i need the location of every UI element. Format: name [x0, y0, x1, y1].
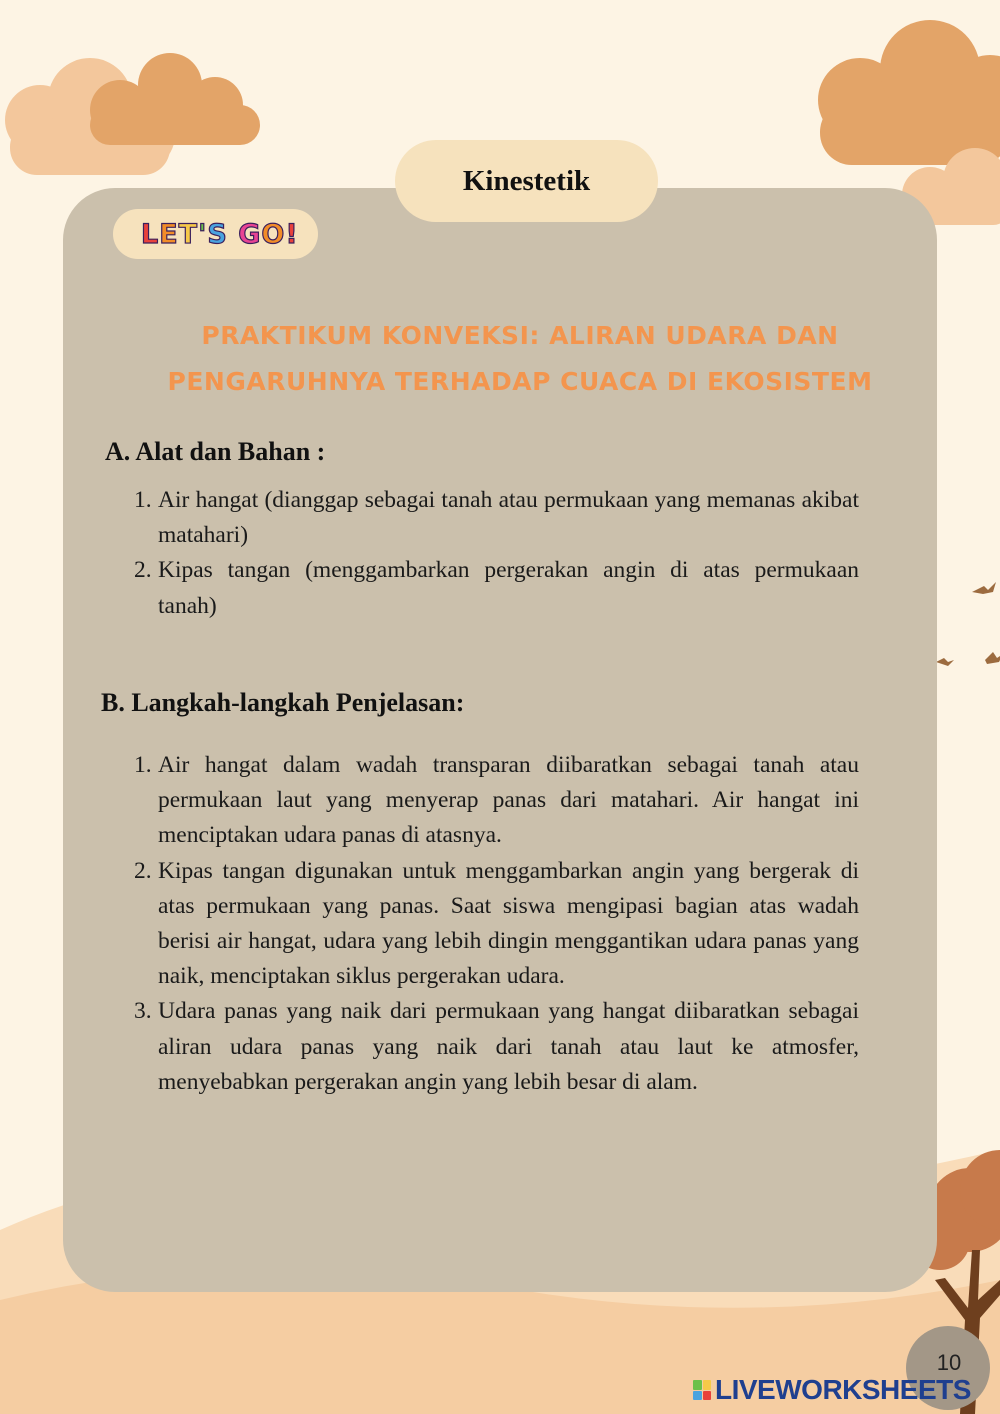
list-item-number: 3.	[134, 998, 152, 1025]
list-item	[134, 748, 859, 854]
list-item	[134, 994, 859, 1100]
lets-go-letter: S	[207, 218, 228, 250]
liveworksheets-icon	[693, 1380, 711, 1400]
lets-go-letter: '	[198, 218, 208, 250]
section-a-heading: A. Alat dan Bahan :	[105, 437, 326, 466]
lets-go-label	[141, 219, 299, 250]
list-item-number: 1.	[134, 752, 152, 778]
list-item-text: Air hangat dalam wadah transparan diibaratkan sebagai tanah atau permukaan laut yang menyerap panas dari matahari. Air hangat ini menciptakan udara panas di atasnya.	[158, 752, 859, 849]
section-b-heading: B. Langkah-langkah Penjelasan:	[101, 688, 465, 717]
practicum-title-line-1: PRAKTIKUM KONVEKSI: ALIRAN UDARA DAN	[201, 321, 839, 350]
practicum-title-line-2: PENGARUHNYA TERHADAP CUACA DI EKOSISTEM	[167, 367, 873, 396]
cloud-top-right	[818, 20, 1000, 165]
lets-go-letter: L	[141, 218, 160, 250]
list-item-text: Udara panas yang naik dari permukaan yang hangat diibaratkan sebagai aliran udara panas yang naik dari tanah atau laut ke atmosfer, menyebabkan pergerakan angin yang lebih besar di alam.	[158, 998, 859, 1095]
birds	[936, 582, 1000, 666]
section-a-list	[134, 483, 859, 624]
list-item-number: 1.	[134, 487, 152, 513]
list-item	[134, 854, 859, 995]
list-item-text: Kipas tangan digunakan untuk menggambarkan angin yang bergerak di atas permukaan yang panas. Saat siswa mengipasi bagian atas wadah berisi air hangat, udara yang lebih dingin menggantikan udara panas yang naik, menciptakan siklus pergerakan udara.	[158, 857, 859, 990]
lets-go-letter: !	[285, 218, 299, 250]
page-number: 10	[936, 1350, 962, 1375]
list-item-number: 2.	[134, 857, 152, 884]
lets-go-letter: T	[178, 218, 199, 250]
lets-go-letter	[228, 219, 238, 250]
list-item-text: Air hangat (dianggap sebagai tanah atau permukaan yang memanas akibat matahari)	[158, 487, 859, 549]
lets-go-letter: G	[238, 218, 262, 250]
lets-go-letter: O	[261, 218, 286, 250]
lets-go-letter: E	[159, 218, 179, 250]
liveworksheets-logo[interactable]	[693, 1373, 971, 1407]
list-item-number: 2.	[134, 557, 152, 584]
list-item-text: Kipas tangan (menggambarkan pergerakan angin di atas permukaan tanah)	[158, 557, 859, 619]
liveworksheets-label: LIVEWORKSHEETS	[715, 1374, 971, 1405]
section-b-list	[134, 748, 859, 1100]
list-item	[134, 553, 859, 623]
lets-go-badge	[113, 209, 318, 259]
page-title: Kinestetik	[395, 140, 658, 222]
list-item	[134, 483, 859, 553]
practicum-title	[150, 313, 890, 405]
